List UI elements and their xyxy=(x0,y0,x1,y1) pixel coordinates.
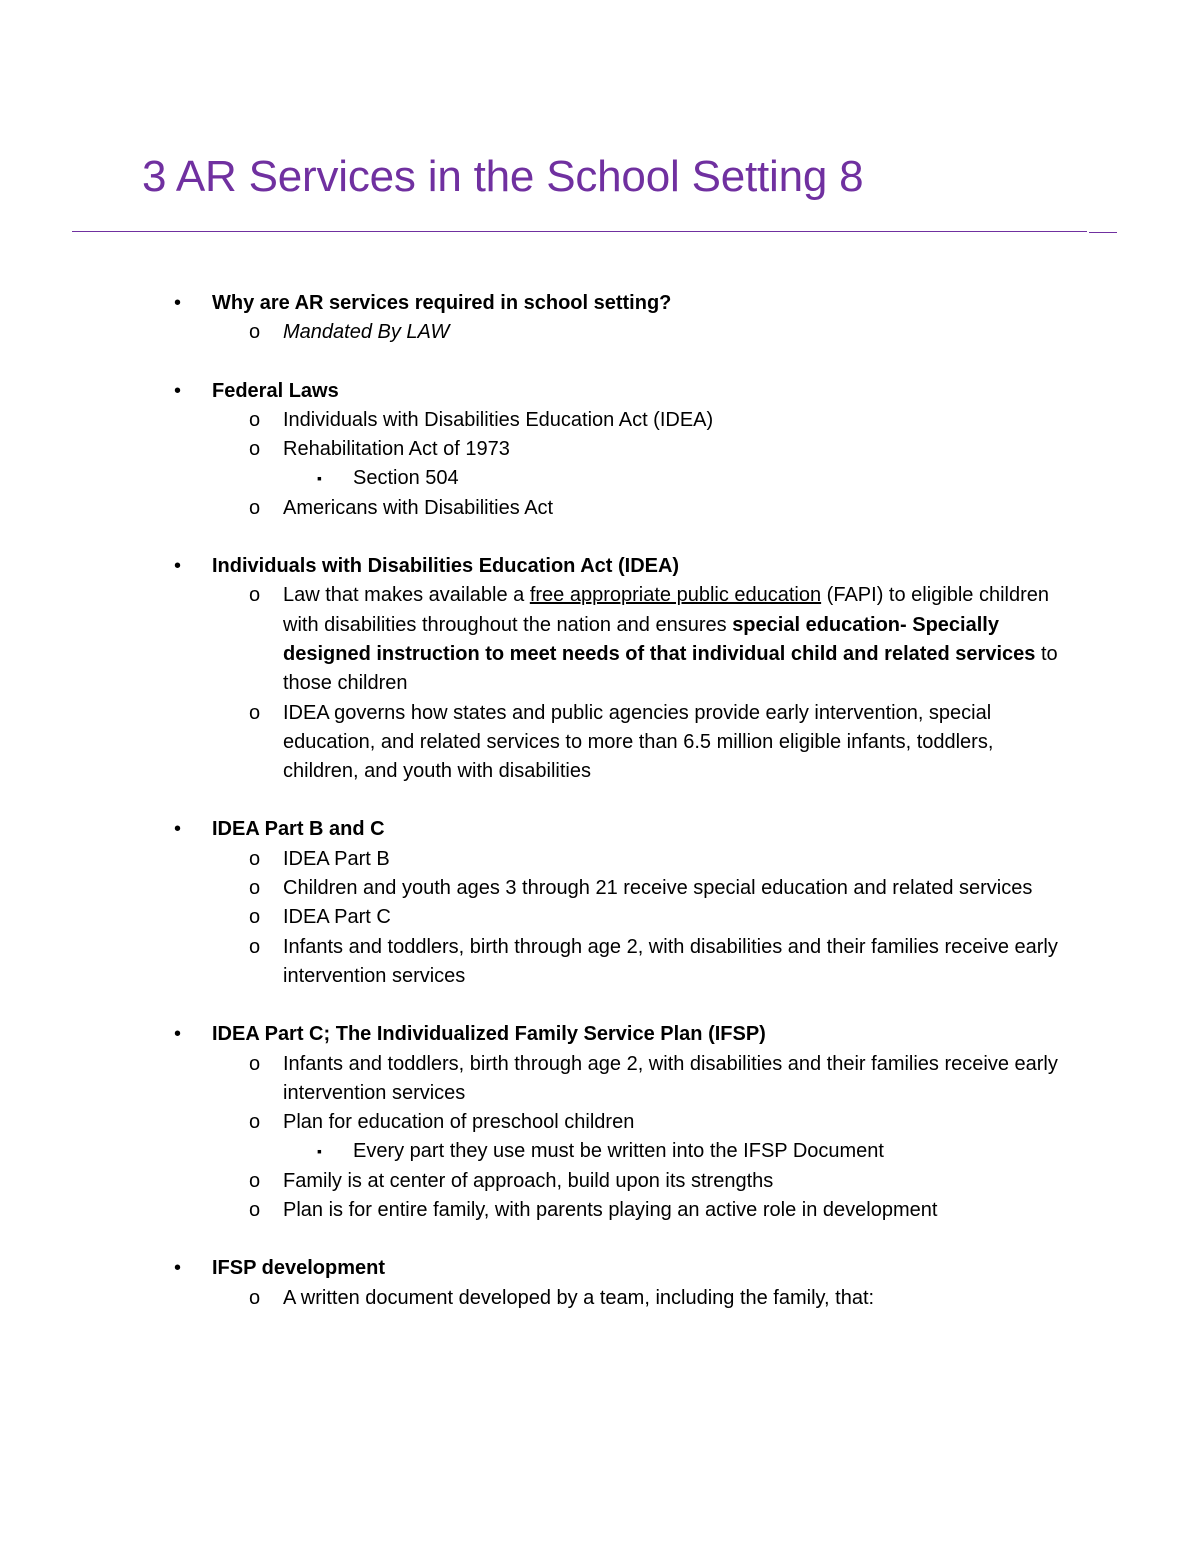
item-text: IDEA Part C xyxy=(283,906,391,929)
item-text: to those children xyxy=(283,642,1058,695)
section-heading: Why are AR services required in school setting? xyxy=(212,292,672,314)
item-text: Law that makes available a xyxy=(283,584,530,607)
bullet-circle: o xyxy=(249,408,261,431)
bullet-circle: o xyxy=(249,1052,261,1075)
bullet-square: ▪ xyxy=(317,1143,322,1160)
item-text: A written document developed by a team, including the family, that: xyxy=(283,1286,875,1309)
bullet-dot: • xyxy=(174,555,182,578)
title-divider-tail xyxy=(1089,232,1117,233)
list-item xyxy=(0,435,1063,464)
item-text: Infants and toddlers, birth through age 2, with disabilities and their families receive early intervention services xyxy=(283,1052,1058,1104)
list-item xyxy=(0,1020,1200,1049)
list-item xyxy=(0,406,1063,435)
page-title: 3 AR Services in the School Setting 8 xyxy=(142,152,864,201)
list-item xyxy=(0,552,1200,581)
list-item xyxy=(0,903,1063,932)
list-item xyxy=(0,933,1063,992)
section-heading: Federal Laws xyxy=(212,379,339,402)
section-ifsp-development xyxy=(0,1254,1200,1313)
list-item xyxy=(0,1167,1063,1196)
item-text: Family is at center of approach, build upon its strengths xyxy=(283,1169,774,1192)
item-text: Infants and toddlers, birth through age 2, with disabilities and their families receive early intervention services xyxy=(283,935,1058,987)
list-item xyxy=(0,289,1200,318)
bullet-circle: o xyxy=(249,496,261,519)
bullet-circle: o xyxy=(249,935,261,958)
item-text: Mandated By LAW xyxy=(283,321,450,344)
bullet-dot: • xyxy=(174,818,182,841)
section-federal-laws xyxy=(0,377,1200,523)
bullet-circle: o xyxy=(249,847,261,870)
item-text: Plan is for entire family, with parents playing an active role in development xyxy=(283,1199,938,1222)
section-ifsp xyxy=(0,1020,1200,1225)
item-text: IDEA governs how states and public agencies provide early intervention, special education, and related services to more than 6.5 million eligible infants, toddlers, children, and youth with disabilities xyxy=(283,701,994,783)
section-heading: Individuals with Disabilities Education Act (IDEA) xyxy=(212,555,680,578)
bullet-circle: o xyxy=(249,584,261,607)
bullet-circle: o xyxy=(249,701,261,724)
document-body xyxy=(0,289,1200,1342)
item-text: Section 504 xyxy=(353,467,459,490)
list-item xyxy=(0,494,1063,523)
fape-link-text: free appropriate public education xyxy=(529,584,822,607)
item-text: (FAPI) to eligible children with disabilities throughout the nation and ensures xyxy=(283,584,1050,636)
item-text: IDEA Part B xyxy=(283,847,390,870)
bullet-circle: o xyxy=(249,438,261,461)
bullet-circle: o xyxy=(249,1169,261,1192)
list-item xyxy=(0,1196,1063,1225)
item-text: Americans with Disabilities Act xyxy=(283,496,554,519)
bullet-dot: • xyxy=(174,379,182,402)
item-text: Every part they use must be written into the IFSP Document xyxy=(353,1140,884,1163)
list-item xyxy=(0,874,1063,903)
bullet-dot: • xyxy=(174,1257,182,1280)
section-heading: IDEA Part B and C xyxy=(212,818,385,841)
section-why-ar-services xyxy=(0,289,1200,348)
bullet-circle: o xyxy=(249,1286,261,1309)
list-item xyxy=(0,1254,1200,1283)
list-item xyxy=(0,377,1200,406)
section-heading: IFSP development xyxy=(212,1257,386,1280)
item-text-bold: special education- Specially designed instruction to meet needs of that individual child and related services xyxy=(283,613,1036,665)
list-item xyxy=(0,699,1063,787)
list-item xyxy=(0,1284,1063,1313)
bullet-circle: o xyxy=(249,906,261,929)
section-heading: IDEA Part C; The Individualized Family Service Plan (IFSP) xyxy=(212,1023,766,1046)
item-text: Children and youth ages 3 through 21 receive special education and related services xyxy=(283,877,1033,900)
bullet-circle: o xyxy=(249,321,261,344)
bullet-circle: o xyxy=(249,1199,261,1222)
list-item xyxy=(0,845,1063,874)
bullet-square: ▪ xyxy=(317,470,322,487)
list-item xyxy=(0,464,1200,493)
title-divider xyxy=(72,231,1087,232)
list-item xyxy=(0,815,1200,844)
list-item xyxy=(0,1137,1200,1166)
item-text: Rehabilitation Act of 1973 xyxy=(283,438,510,461)
item-text: Plan for education of preschool children xyxy=(283,1111,635,1134)
section-idea-part-b-c xyxy=(0,815,1200,991)
list-item xyxy=(0,581,1063,698)
section-idea xyxy=(0,552,1200,786)
bullet-dot: • xyxy=(174,1023,182,1046)
bullet-dot: • xyxy=(174,292,182,314)
item-text: Individuals with Disabilities Education Act (IDEA) xyxy=(283,408,714,431)
list-item xyxy=(0,1108,1063,1137)
list-item xyxy=(0,318,1063,347)
bullet-circle: o xyxy=(249,877,261,900)
list-item xyxy=(0,1050,1063,1109)
bullet-circle: o xyxy=(249,1111,261,1134)
